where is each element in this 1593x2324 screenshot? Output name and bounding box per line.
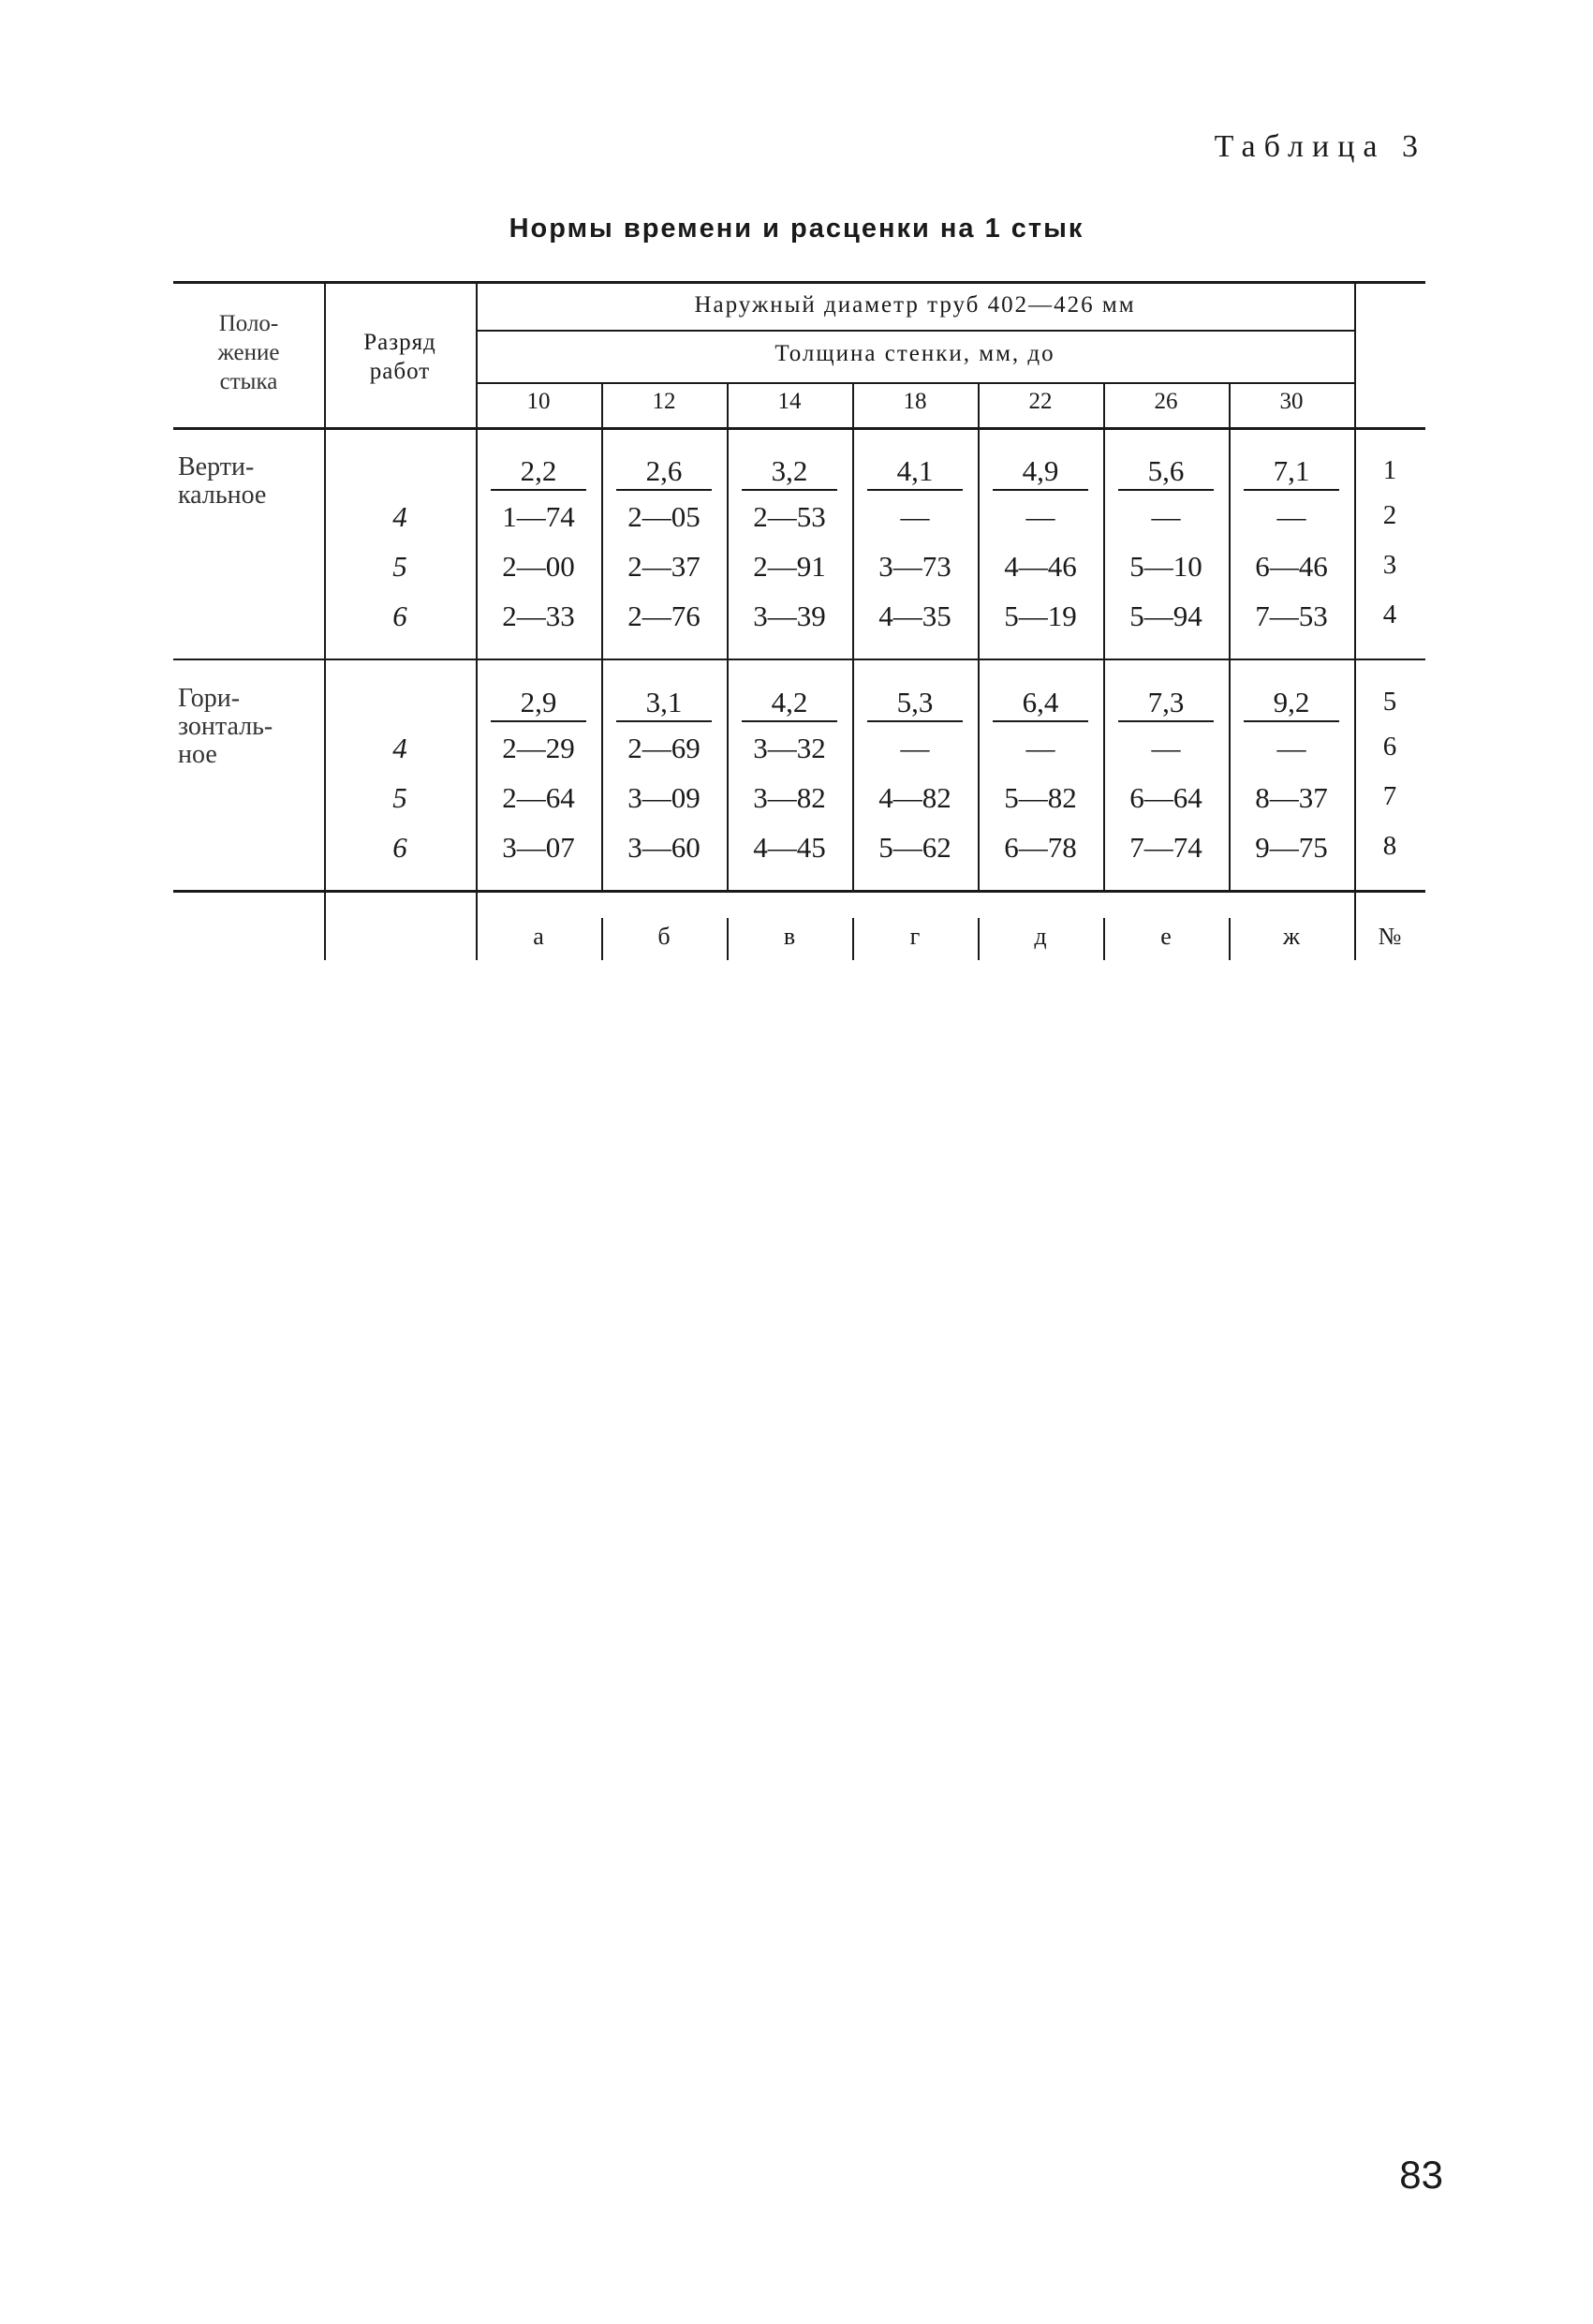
- number-sign: №: [1378, 923, 1402, 950]
- row-number: 3: [1382, 550, 1397, 580]
- rate-value: 7—53: [1255, 600, 1328, 632]
- thickness-value: 14: [777, 389, 802, 414]
- rate-value: 4—46: [1004, 550, 1077, 583]
- rate-value: —: [1025, 500, 1055, 533]
- column-code: е: [1160, 923, 1172, 950]
- time-norm: 3,1: [645, 686, 683, 718]
- thickness-value: 26: [1154, 389, 1178, 414]
- rate-value: 6—78: [1004, 831, 1077, 864]
- rate-value: 9—75: [1255, 831, 1328, 864]
- rate-value: 5—94: [1129, 600, 1202, 632]
- value-column-rule: [1103, 427, 1105, 890]
- rate-value: 3—09: [627, 781, 701, 814]
- fraction-line: [742, 720, 837, 722]
- thickness-value: 22: [1028, 389, 1053, 414]
- column-code: б: [657, 923, 671, 950]
- fraction-line: [1118, 720, 1214, 722]
- group-divider-rule: [173, 659, 1425, 660]
- rate-value: —: [1025, 732, 1055, 764]
- rate-value: 2—91: [753, 550, 826, 583]
- value-column-rule: [727, 427, 729, 890]
- work-grade: 5: [392, 550, 407, 583]
- row-number: 7: [1382, 781, 1397, 811]
- rate-value: 2—69: [627, 732, 701, 764]
- rate-value: —: [900, 500, 930, 533]
- table-label: Таблица 3: [1214, 129, 1426, 164]
- time-norm: 4,9: [1022, 454, 1059, 487]
- column-code: ж: [1283, 923, 1300, 950]
- column-code: а: [533, 923, 544, 950]
- header-bottom-rule: [173, 427, 1425, 430]
- time-norm: 4,1: [896, 454, 934, 487]
- fraction-line: [742, 489, 837, 491]
- value-column-rule: [978, 427, 980, 890]
- time-norm: 4,2: [771, 686, 808, 718]
- rate-value: 6—64: [1129, 781, 1202, 814]
- rate-value: 3—39: [753, 600, 826, 632]
- rate-value: —: [1276, 500, 1306, 533]
- rate-value: 2—37: [627, 550, 701, 583]
- rate-value: 4—45: [753, 831, 826, 864]
- value-column-rule: [1229, 427, 1231, 890]
- work-grade: 6: [392, 600, 407, 632]
- time-norm: 2,2: [520, 454, 557, 487]
- rate-value: 2—29: [502, 732, 575, 764]
- joint-position-label: Верти- кальное: [178, 452, 267, 510]
- work-grade: 6: [392, 831, 407, 864]
- row-number: 2: [1382, 500, 1397, 530]
- fraction-line: [1244, 489, 1339, 491]
- rate-value: 1—74: [502, 500, 575, 533]
- rate-value: 3—32: [753, 732, 826, 764]
- fraction-line: [616, 720, 712, 722]
- time-norm: 2,9: [520, 686, 557, 718]
- rate-value: 2—05: [627, 500, 701, 533]
- work-grade: 4: [392, 732, 407, 764]
- work-grade: 5: [392, 781, 407, 814]
- rate-value: 3—82: [753, 781, 826, 814]
- fraction-line: [1118, 489, 1214, 491]
- thickness-value: 10: [526, 389, 551, 414]
- page-number: 83: [1399, 2153, 1443, 2197]
- fraction-line: [491, 720, 586, 722]
- rate-value: 5—19: [1004, 600, 1077, 632]
- rate-value: 4—35: [878, 600, 951, 632]
- rate-value: 5—10: [1129, 550, 1202, 583]
- fraction-line: [1244, 720, 1339, 722]
- time-norm: 3,2: [771, 454, 808, 487]
- thickness-value: 18: [903, 389, 927, 414]
- value-column-rule: [601, 427, 603, 890]
- header-rule-diameter: [476, 330, 1354, 332]
- fraction-line: [867, 720, 963, 722]
- time-norm: 7,1: [1273, 454, 1310, 487]
- rate-value: 5—82: [1004, 781, 1077, 814]
- grade-header: Разряд работ: [363, 330, 436, 384]
- fraction-line: [616, 489, 712, 491]
- rate-value: 3—07: [502, 831, 575, 864]
- fraction-line: [867, 489, 963, 491]
- column-code: д: [1034, 923, 1047, 950]
- fraction-line: [993, 489, 1088, 491]
- header-rule-wall: [476, 382, 1354, 384]
- rate-value: 2—00: [502, 550, 575, 583]
- rate-value: 8—37: [1255, 781, 1328, 814]
- table-top-rule: [173, 281, 1425, 284]
- row-number: 1: [1382, 455, 1397, 485]
- time-norm: 6,4: [1022, 686, 1059, 718]
- rate-value: —: [1276, 732, 1306, 764]
- fraction-line: [993, 720, 1088, 722]
- rate-value: 5—62: [878, 831, 951, 864]
- work-grade: 4: [392, 500, 407, 533]
- joint-position-label: Гори- зонталь- ное: [178, 684, 273, 769]
- time-norm: 9,2: [1273, 686, 1310, 718]
- thickness-value: 30: [1279, 389, 1304, 414]
- time-norm: 7,3: [1147, 686, 1185, 718]
- rate-value: 4—82: [878, 781, 951, 814]
- table-bottom-rule: [173, 890, 1425, 893]
- rate-value: 6—46: [1255, 550, 1328, 583]
- row-number: 6: [1382, 732, 1397, 762]
- rate-value: —: [900, 732, 930, 764]
- row-number: 8: [1382, 831, 1397, 861]
- time-norm: 5,3: [896, 686, 934, 718]
- wall-thickness-header: Толщина стенки, мм, до: [774, 341, 1055, 366]
- fraction-line: [491, 489, 586, 491]
- column-code: в: [783, 923, 796, 950]
- rate-value: —: [1151, 732, 1181, 764]
- diameter-header: Наружный диаметр труб 402—426 мм: [694, 292, 1136, 318]
- rate-value: 2—64: [502, 781, 575, 814]
- row-number: 4: [1382, 600, 1397, 629]
- time-norm: 5,6: [1147, 454, 1185, 487]
- position-header: Поло- жение стыка: [217, 311, 280, 394]
- rate-value: 7—74: [1129, 831, 1202, 864]
- rate-value: 2—76: [627, 600, 701, 632]
- value-column-rule: [852, 427, 854, 890]
- time-norm: 2,6: [645, 454, 683, 487]
- rate-value: 2—53: [753, 500, 826, 533]
- rate-value: 2—33: [502, 600, 575, 632]
- row-number: 5: [1382, 687, 1397, 717]
- column-code: г: [909, 923, 921, 950]
- rate-value: 3—60: [627, 831, 701, 864]
- rate-value: 3—73: [878, 550, 951, 583]
- thickness-value: 12: [652, 389, 676, 414]
- rate-value: —: [1151, 500, 1181, 533]
- table-title: Нормы времени и расценки на 1 стык: [509, 214, 1084, 244]
